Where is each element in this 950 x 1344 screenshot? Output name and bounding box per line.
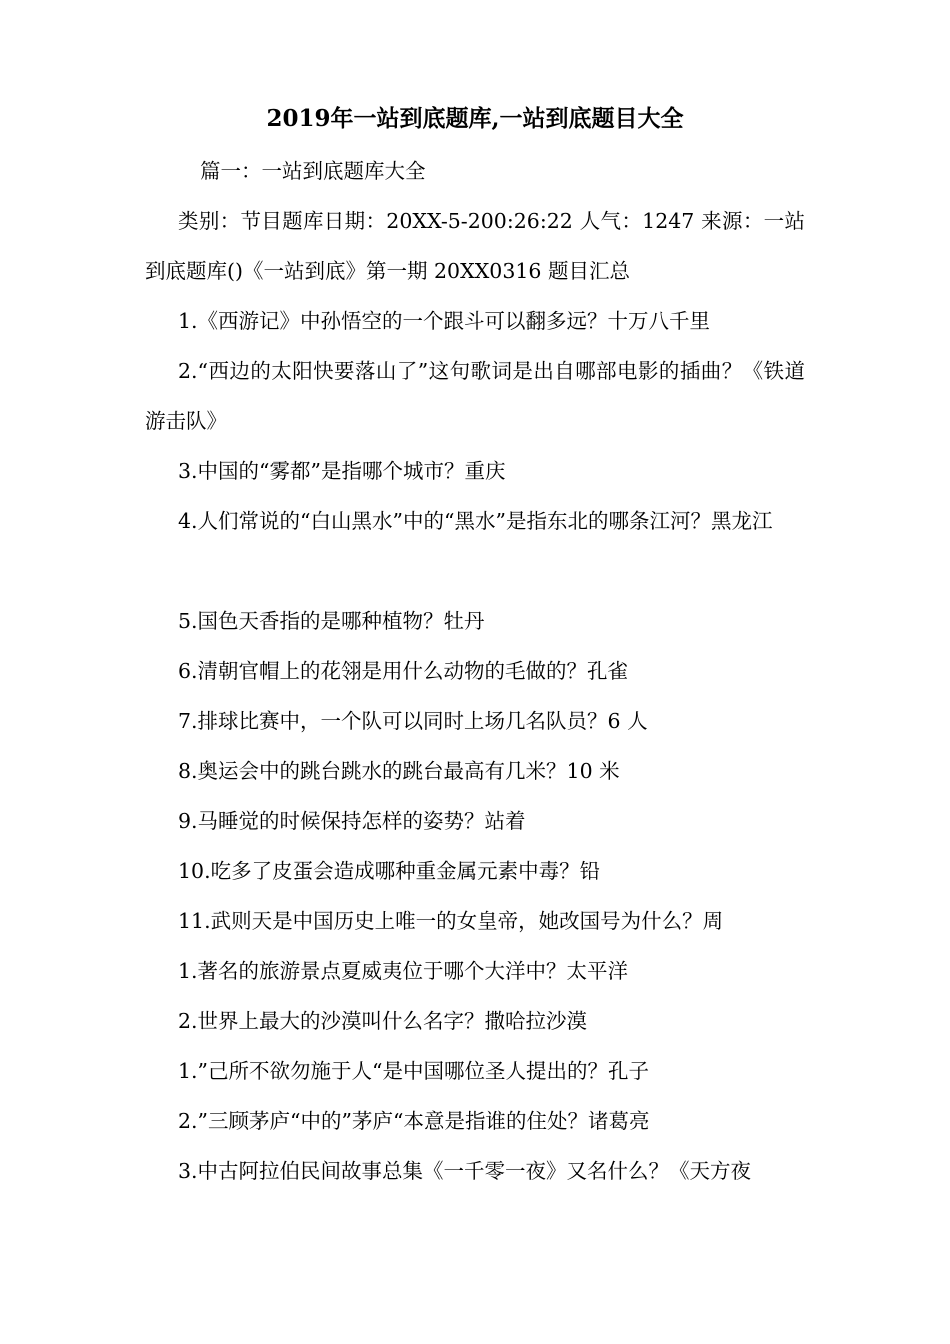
question-item: 6.清朝官帽上的花翎是用什么动物的毛做的？孔雀 <box>178 659 629 683</box>
question-item: 7.排球比赛中，一个队可以同时上场几名队员？6 人 <box>178 709 648 733</box>
question-item: 4.人们常说的“白山黑水”中的“黑水”是指东北的哪条江河？黑龙江 <box>178 509 773 533</box>
question-item: 9.马睡觉的时候保持怎样的姿势？站着 <box>178 809 526 833</box>
question-item: 3.中国的“雾都”是指哪个城市？重庆 <box>178 459 506 483</box>
question-item: 8.奥运会中的跳台跳水的跳台最高有几米？10 米 <box>178 759 620 783</box>
question-item: 10.吃多了皮蛋会造成哪种重金属元素中毒？铅 <box>178 859 601 883</box>
question-item: 1.”己所不欲勿施于人“是中国哪位圣人提出的？孔子 <box>178 1059 650 1083</box>
question-item: 3.中古阿拉伯民间故事总集《一千零一夜》又名什么？《天方夜 <box>178 1159 752 1183</box>
question-item: 1.《西游记》中孙悟空的一个跟斗可以翻多远？十万八千里 <box>178 309 711 333</box>
question-item: 2.“西边的太阳快要落山了”这句歌词是出自哪部电影的插曲？《铁道游击队》 <box>145 359 805 433</box>
question-item: 2.”三顾茅庐“中的”茅庐“本意是指谁的住处？诸葛亮 <box>178 1109 650 1133</box>
meta-line: 类别：节目题库日期：20XX-5-200:26:22 人气：1247 来源：一站到底题库()《一站到底》第一期 20XX0316 题目汇总 <box>145 209 805 283</box>
question-item: 2.世界上最大的沙漠叫什么名字？撒哈拉沙漠 <box>178 1009 588 1033</box>
question-item: 1.著名的旅游景点夏威夷位于哪个大洋中？太平洋 <box>178 959 629 983</box>
question-item: 11.武则天是中国历史上唯一的女皇帝，她改国号为什么？周 <box>178 909 724 933</box>
document-title: 2019年一站到底题库,一站到底题目大全 <box>266 105 684 132</box>
question-item: 5.国色天香指的是哪种植物？牡丹 <box>178 609 485 633</box>
section-heading: 篇一：一站到底题库大全 <box>200 159 426 183</box>
